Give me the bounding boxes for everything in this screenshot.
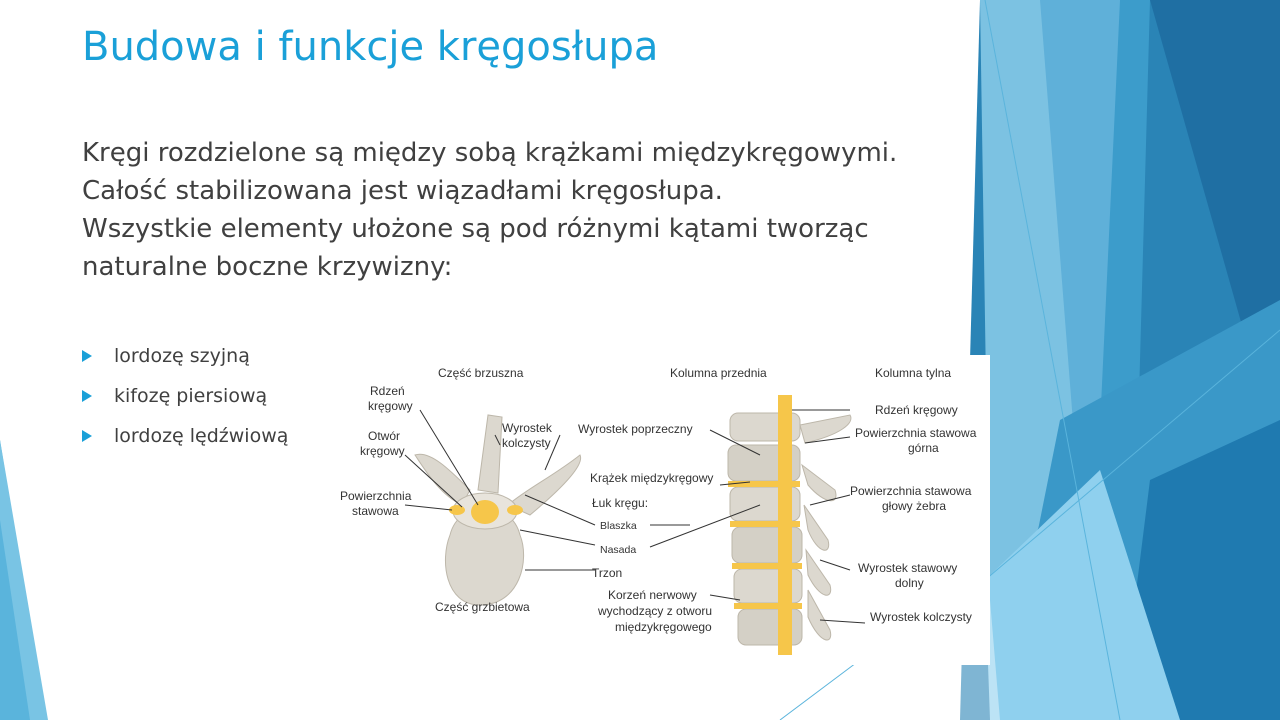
- slide-body: [82, 134, 962, 286]
- list-item: lordozę szyjną: [82, 336, 288, 376]
- label-wyrostek-kolczysty-2: kolczysty: [502, 436, 551, 450]
- label-powierzchnia-gorna-2: górna: [908, 441, 939, 455]
- label-rdzen-2: kręgowy: [368, 399, 413, 413]
- curves-list: [82, 336, 288, 456]
- label-czesc-grzbietowa: Część grzbietowa: [435, 600, 530, 614]
- label-powierzchnia-zebra-1: Powierzchnia stawowa: [850, 484, 972, 498]
- label-powierzchnia-gorna-1: Powierzchnia stawowa: [855, 426, 977, 440]
- list-item: lordozę lędźwiową: [82, 416, 288, 456]
- label-powierzchnia-zebra-2: głowy żebra: [882, 499, 947, 513]
- slide-title: Budowa i funkcje kręgosłupa: [82, 24, 659, 70]
- label-otwor-2: kręgowy: [360, 444, 405, 458]
- label-korzen-3: międzykręgowego: [615, 620, 712, 634]
- list-item: kifozę piersiową: [82, 376, 288, 416]
- label-kolumna-tylna: Kolumna tylna: [875, 366, 952, 380]
- label-powierzchnia-2: stawowa: [352, 504, 399, 518]
- label-wyrostek-stawowy-2: dolny: [895, 576, 924, 590]
- label-czesc-brzuszna: Część brzuszna: [438, 366, 524, 380]
- label-krazek: Krążek międzykręgowy: [590, 471, 714, 485]
- label-trzon: Trzon: [592, 566, 623, 580]
- label-blaszka: Blaszka: [600, 520, 637, 532]
- bullet-arrow-icon: [82, 430, 92, 442]
- spine-anatomy-figure: [330, 355, 990, 665]
- label-wyrostek-kolczysty-1: Wyrostek: [502, 421, 552, 435]
- label-wyrostek-poprzeczny: Wyrostek poprzeczny: [578, 422, 693, 436]
- paragraph-ligaments: Kręgi rozdzielone są między sobą krążkami międzykręgowymi. Całość stabilizowana jest wiązadłami kręgosłupa.: [82, 138, 898, 206]
- label-powierzchnia-1: Powierzchnia: [340, 489, 412, 503]
- bullet-arrow-icon: [82, 390, 92, 402]
- bullet-arrow-icon: [82, 350, 92, 362]
- label-rdzen-1: Rdzeń: [370, 384, 405, 398]
- label-wyrostek-kolczysty-bok: Wyrostek kolczysty: [870, 610, 972, 624]
- label-rdzen-kregowy: Rdzeń kręgowy: [875, 403, 958, 417]
- label-wyrostek-stawowy-1: Wyrostek stawowy: [858, 561, 958, 575]
- label-korzen-1: Korzeń nerwowy: [608, 588, 697, 602]
- label-nasada: Nasada: [600, 544, 637, 556]
- paragraph-curves: Wszystkie elementy ułożone są pod różnymi kątami tworząc naturalne boczne krzywizny:: [82, 214, 869, 282]
- label-otwor-1: Otwór: [368, 429, 401, 443]
- label-kolumna-przednia: Kolumna przednia: [670, 366, 767, 380]
- label-luk: Łuk kręgu:: [592, 496, 649, 510]
- label-korzen-2: wychodzący z otworu: [598, 604, 713, 618]
